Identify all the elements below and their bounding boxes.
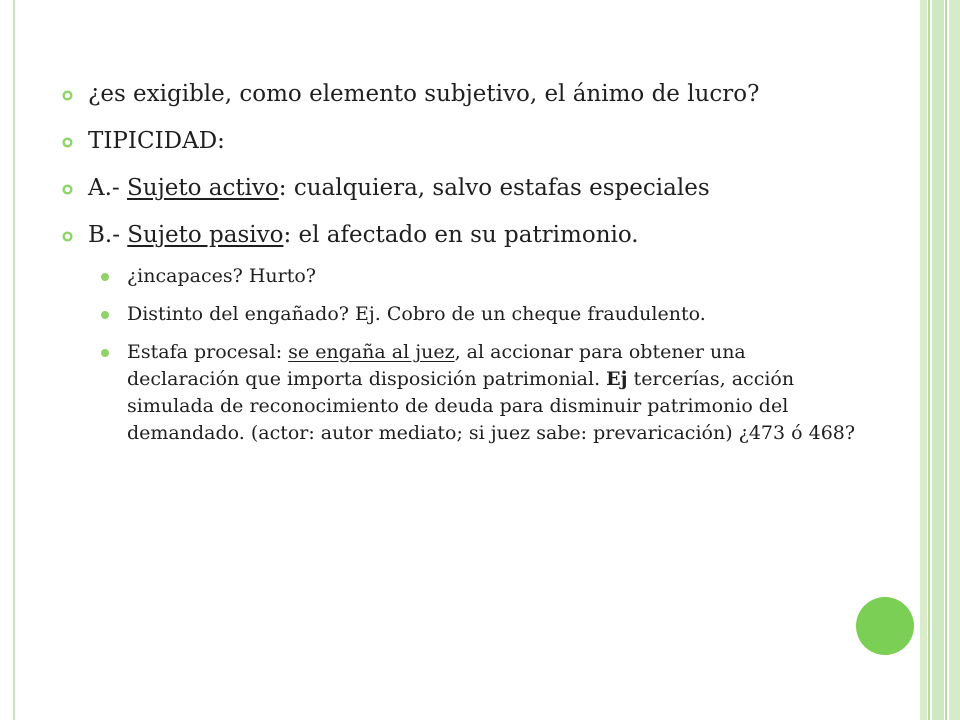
sub-bullet-text: Distinto del engañado? Ej. Cobro de un cheque fraudulento. — [127, 303, 706, 325]
dot-bullet-icon — [101, 349, 109, 357]
stripe — [928, 0, 930, 720]
sub-bullet-enganado — [62, 301, 862, 328]
bullet-prefix: B.- — [88, 222, 128, 248]
underlined-phrase: se engaña al juez — [288, 341, 455, 363]
sub-bullet-estafa-procesal — [62, 339, 862, 447]
ring-bullet-icon — [62, 184, 73, 195]
stripe — [949, 0, 960, 720]
underlined-term: Sujeto pasivo — [127, 222, 284, 248]
right-decorative-stripes — [920, 0, 960, 720]
bullet-sujeto-pasivo — [62, 219, 862, 252]
dot-bullet-icon — [101, 311, 109, 319]
sub-bullet-text: ¿incapaces? Hurto? — [127, 265, 316, 287]
sub-bullet-incapaces — [62, 263, 862, 290]
stripe — [932, 0, 944, 720]
underlined-term: Sujeto activo — [127, 175, 279, 201]
dot-bullet-icon — [101, 273, 109, 281]
slide-content — [62, 78, 862, 458]
bold-term: Ej — [606, 368, 628, 390]
bullet-tipicidad — [62, 125, 862, 158]
bullet-sujeto-activo — [62, 172, 862, 205]
bullet-text: TIPICIDAD: — [88, 128, 225, 154]
ring-bullet-icon — [62, 231, 73, 242]
stripe — [920, 0, 927, 720]
bullet-animo-de-lucro — [62, 78, 862, 111]
sub-bullet-after: tercerías, acción simulada de reconocimiento de deuda para disminuir patrimonio del demandado. (actor: autor mediato; si juez sabe: prevaricación) ¿473 ó 468? — [127, 368, 856, 444]
bullet-rest: : cualquiera, salvo estafas especiales — [278, 175, 710, 201]
bullet-rest: : el afectado en su patrimonio. — [283, 222, 639, 248]
sub-bullet-middle: , al accionar para obtener una declaración que importa disposición patrimonial. — [127, 341, 746, 390]
ring-bullet-icon — [62, 137, 73, 148]
bullet-prefix: A.- — [88, 175, 128, 201]
bullet-text: ¿es exigible, como elemento subjetivo, el ánimo de lucro? — [88, 81, 760, 107]
green-circle-decoration — [856, 597, 914, 655]
ring-bullet-icon — [62, 90, 73, 101]
stripe — [945, 0, 947, 720]
sub-bullet-before: Estafa procesal: — [127, 341, 289, 363]
left-frame-line — [13, 0, 15, 720]
